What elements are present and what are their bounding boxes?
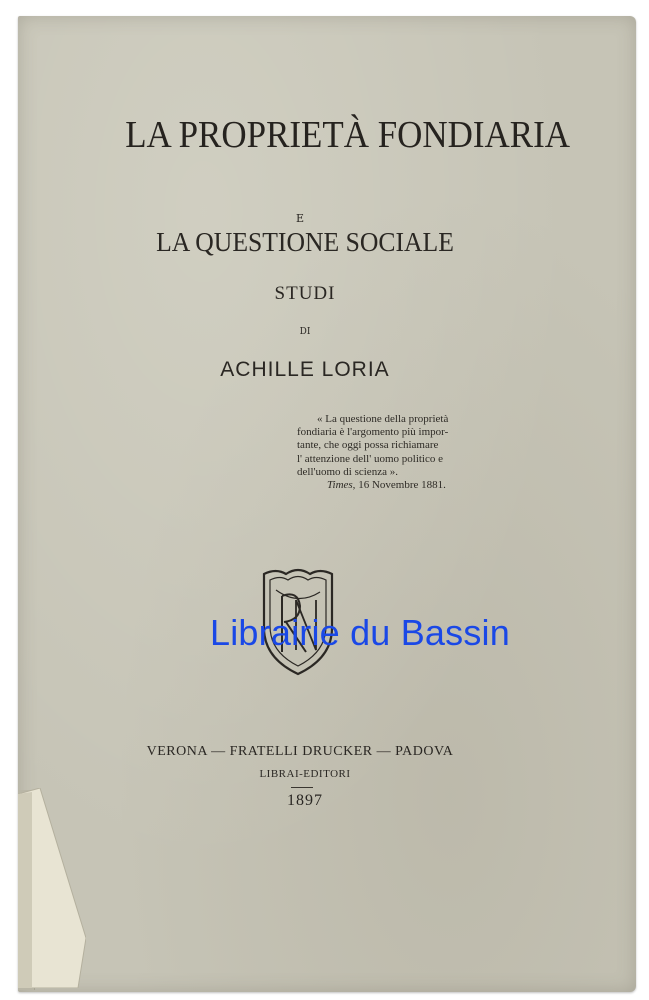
book-cover xyxy=(18,16,636,992)
publication-year: 1897 xyxy=(287,792,323,809)
epigraph xyxy=(297,413,482,492)
epigraph-line: tante, che oggi possa richiamare xyxy=(297,439,439,452)
genre-label: STUDI xyxy=(274,283,336,304)
citation-source: Times, xyxy=(327,479,356,492)
epigraph-line: « La questione della proprietà xyxy=(317,413,449,425)
title-line-2: LA QUESTIONE SOCIALE xyxy=(156,227,454,257)
citation-date: 16 Novembre 1881. xyxy=(358,479,446,492)
watermark-text: Librairie du Bassin xyxy=(210,612,510,653)
epigraph-line: dell'uomo di scienza ». xyxy=(297,465,398,478)
torn-corner xyxy=(18,788,86,988)
author-name: ACHILLE LORIA xyxy=(220,358,390,381)
epigraph-citation xyxy=(297,479,482,492)
publisher-role: LIBRAI-EDITORI xyxy=(259,768,351,780)
epigraph-line: l' attenzione dell' uomo politico e xyxy=(297,452,444,465)
epigraph-line: fondiaria è l'argomento più impor- xyxy=(297,426,449,439)
imprint-line: VERONA — FRATELLI DRUCKER — PADOVA xyxy=(146,744,454,759)
divider-rule xyxy=(291,787,313,788)
title-conjunction: E xyxy=(295,212,305,225)
title-line-1: LA PROPRIETÀ FONDIARIA xyxy=(125,114,571,156)
by-label: DI xyxy=(299,327,311,337)
